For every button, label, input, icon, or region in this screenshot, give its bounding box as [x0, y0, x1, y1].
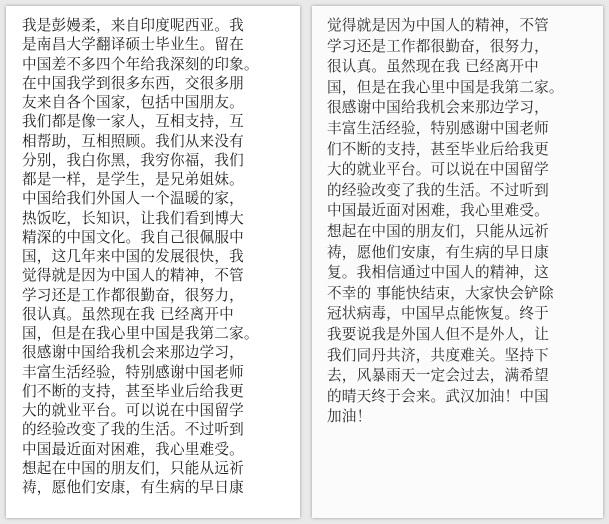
text-line: 觉得就是因为中国人的精神，不管: [22, 267, 244, 285]
text-line: 很感谢中国给我机会来那边学习，: [327, 99, 549, 117]
text-line: 想起在中国的朋友们，只能从远祈: [22, 459, 244, 477]
text-line: 分别，我白你黑，我穷你福，我们: [22, 151, 244, 169]
text-line: 去，风暴雨天一定会过去，满希望: [327, 367, 549, 385]
letter-text-left: [22, 16, 292, 497]
text-line: 国，但是在我心里中国是我第二家。: [327, 78, 564, 96]
text-line: 的经验改变了我的生活。不过听到: [22, 421, 244, 439]
text-line: 祷，愿他们安康，有生病的早日康: [22, 479, 244, 496]
text-line: 祷，愿他们安康，有生病的早日康: [327, 243, 549, 261]
text-line: 不幸的 事能快结束，大家快会铲除: [327, 284, 554, 302]
text-line: 中国给我们外国人一个温暖的家，: [22, 190, 244, 208]
text-line: 中国最近面对困难，我心里难受。: [22, 440, 244, 458]
text-line: 大的就业平台。可以说在中国留学: [22, 402, 244, 419]
letter-page-right: [312, 6, 603, 518]
text-line: 复。我相信通过中国人的精神，这: [327, 264, 549, 282]
text-line: 都是一样，是学生，是兄弟姐妹。: [22, 171, 244, 188]
text-line: 很认真。虽然现在我 已经离开中: [327, 58, 539, 76]
letter-text-right: [327, 16, 595, 428]
text-line: 国，这几年来中国的发展很快，我: [22, 248, 244, 265]
text-line: 热饭吃，长知识，让我们看到博大: [22, 209, 244, 227]
text-line: 中国最近面对困难，我心里难受。: [327, 202, 549, 220]
text-line: 我要说我是外国人但不是外人，让: [327, 325, 549, 343]
text-line: 丰富生活经验，特别感谢中国老师: [327, 119, 549, 137]
text-line: 觉得就是因为中国人的精神，不管: [327, 17, 549, 34]
text-line: 加油！: [327, 408, 372, 426]
text-line: 我们同丹共济，共度难关。坚持下: [327, 346, 549, 364]
text-line: 大的就业平台。可以说在中国留学: [327, 161, 549, 179]
text-line: 的晴天终于会来。武汉加油！中国: [327, 387, 549, 405]
text-line: 中国差不多四个年给我深刻的印象。: [22, 55, 259, 73]
text-line: 很感谢中国给我机会来那边学习，: [22, 344, 244, 362]
text-line: 丰富生活经验，特别感谢中国老师: [22, 363, 244, 381]
text-line: 我是彭嫚柔，来自印度呢西亚。我: [22, 17, 244, 34]
text-line: 们不断的支持，甚至毕业后给我更: [22, 382, 244, 400]
text-line: 很认真。虽然现在我 已经离开中: [22, 305, 234, 323]
text-line: 冠状病毒，中国早点能恢复。终于: [327, 305, 549, 323]
text-line: 相帮助，互相照顾。我们从来没有: [22, 132, 244, 150]
text-line: 在中国我学到很多东西，交很多朋: [22, 74, 244, 92]
text-line: 我们都是像一家人，互相支持，互: [22, 113, 244, 131]
text-line: 学习还是工作都很勤奋，很努力，: [22, 286, 244, 304]
letter-page-left: [6, 6, 300, 518]
text-line: 精深的中国文化。我自己很佩服中: [22, 228, 244, 246]
text-line: 国，但是在我心里中国是我第二家。: [22, 325, 259, 342]
text-line: 友来自各个国家，包括中国朋友。: [22, 94, 244, 111]
text-line: 学习还是工作都很勤奋，很努力，: [327, 37, 549, 55]
text-line: 们不断的支持，甚至毕业后给我更: [327, 140, 549, 158]
text-line: 的经验改变了我的生活。不过听到: [327, 181, 549, 199]
text-line: 是南昌大学翻译硕士毕业生。留在: [22, 36, 244, 54]
text-line: 想起在中国的朋友们，只能从远祈: [327, 222, 549, 240]
